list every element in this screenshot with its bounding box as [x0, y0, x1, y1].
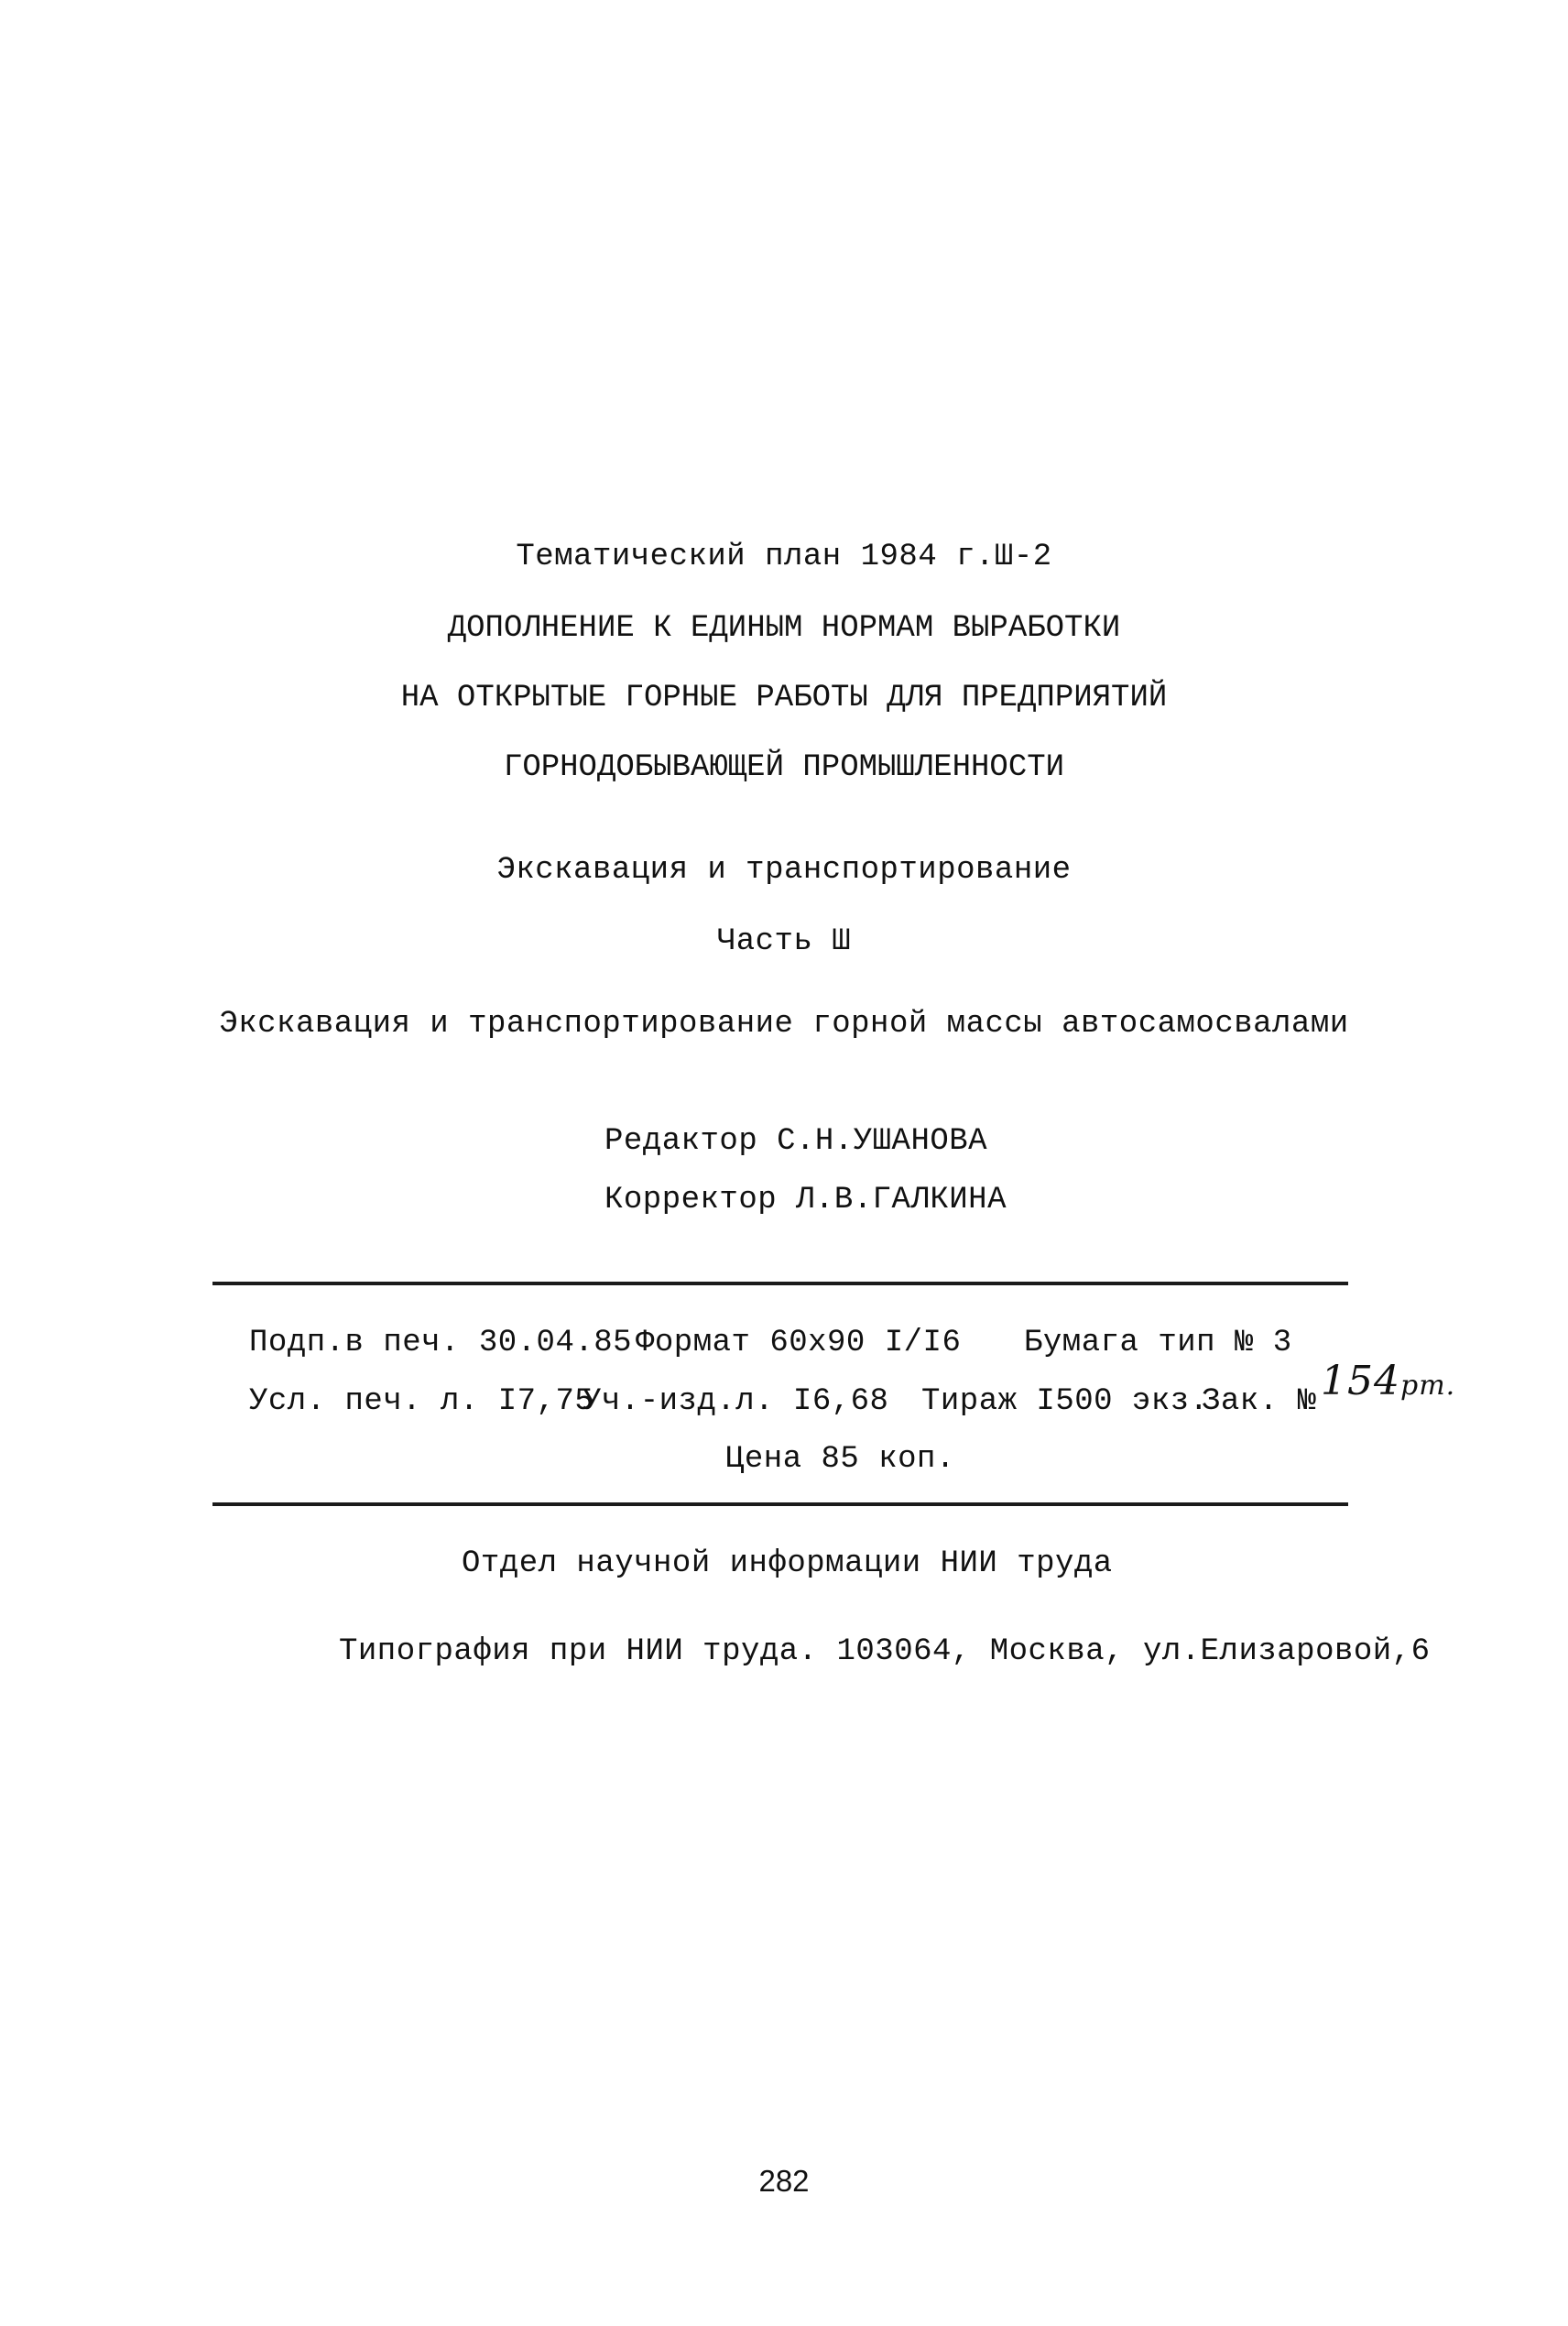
- publisher-department: Отдел научной информации НИИ труда: [462, 1546, 1113, 1581]
- publishing-sheets: Уч.-изд.л. I6,68: [583, 1384, 889, 1419]
- top-divider: [212, 1282, 1348, 1285]
- section-title: Экскавация и транспортирование горной массы автосамосвалами: [219, 1007, 1349, 1042]
- part-number: Часть Ш: [716, 924, 852, 959]
- paper-format: Формат 60x90 I/I6: [636, 1326, 962, 1360]
- thematic-plan: Тематический план 1984 г.Ш-2: [516, 540, 1052, 574]
- print-sheets: Усл. печ. л. I7,75: [249, 1384, 594, 1419]
- order-number-label: Зак. №: [1202, 1384, 1317, 1419]
- signed-date: Подп.в печ. 30.04.85: [249, 1326, 633, 1360]
- paper-type: Бумага тип № 3: [1024, 1326, 1292, 1360]
- bottom-divider: [212, 1502, 1348, 1506]
- title-line-1: ДОПОЛНЕНИЕ К ЕДИНЫМ НОРМАМ ВЫРАБОТКИ: [447, 611, 1121, 646]
- order-number-value: 154: [1321, 1358, 1400, 1404]
- order-number-handwritten: [1321, 1358, 1456, 1404]
- page-number: 282: [758, 2164, 810, 2198]
- order-number-suffix: рт.: [1399, 1370, 1456, 1402]
- title-line-3: ГОРНОДОБЫВАЮЩЕЙ ПРОМЫШЛЕННОСТИ: [503, 750, 1065, 785]
- price: Цена 85 коп.: [725, 1442, 955, 1477]
- title-line-2: НА ОТКРЫТЫЕ ГОРНЫЕ РАБОТЫ ДЛЯ ПРЕДПРИЯТИЙ: [400, 681, 1168, 715]
- corrector-credit: Корректор Л.В.ГАЛКИНА: [604, 1183, 1007, 1218]
- editor-credit: Редактор С.Н.УШАНОВА: [604, 1124, 988, 1159]
- printing-house-address: Типография при НИИ труда. 103064, Москва, ул.Елизаровой,6: [339, 1634, 1431, 1669]
- subtitle: Экскавация и транспортирование: [496, 853, 1072, 888]
- print-run: Тираж I500 экз.: [921, 1384, 1209, 1419]
